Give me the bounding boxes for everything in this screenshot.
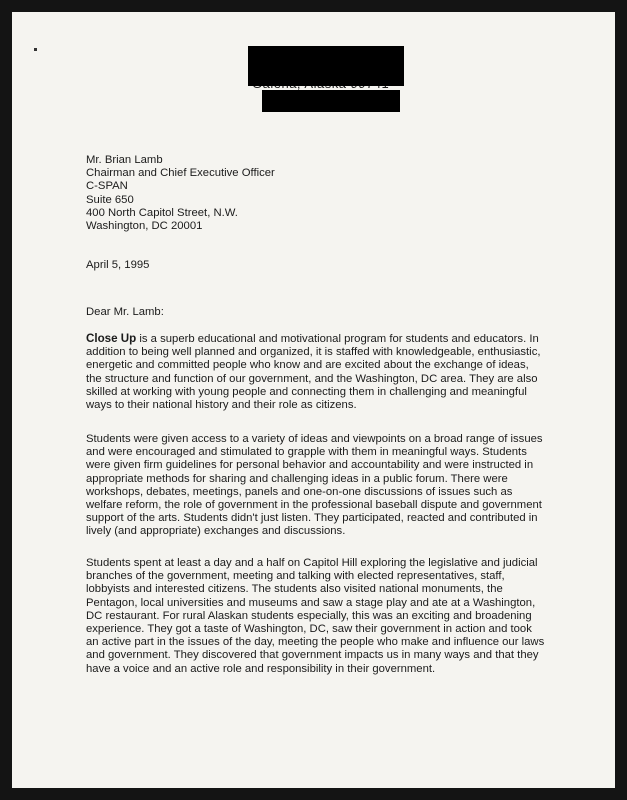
redaction-block-bottom	[262, 90, 400, 112]
paragraph-2: Students were given access to a variety of ideas and viewpoints on a broad range of issues and were encouraged and stimulated to grapple with them in meaningful ways. Students were given firm guidelines for personal behavior and accountability and were instructed in appropriate methods for sharing and challenging ideas in a public forum. There were workshops, debates, meetings, panels and one-on-one discussions of issues such as welfare reform, the role of government in the professional baseball dispute and government support of the arts. Students didn't just listen. They participated, reacted and contributed in lively (and appropriate) exchanges and discussions.	[86, 433, 543, 538]
letter-date: April 5, 1995	[86, 259, 150, 271]
program-name: Close Up	[86, 332, 137, 345]
letter-page	[12, 12, 615, 788]
recipient-address	[86, 154, 275, 233]
speck-mark	[34, 48, 37, 51]
paragraph-1-text: is a superb educational and motivational program for students and educators. In addition to being well planned and organized, it is staffed with knowledgeable, enthusiastic, energetic and committed people who know and are excited about the exchange of ideas, the structure and function of our government, and the Washington, DC area. They are also skilled at working with young people and connecting them in challenging and meaningful ways to their national history and their role as citizens.	[86, 333, 541, 412]
recipient-line: Washington, DC 20001	[86, 220, 203, 233]
recipient-line: Mr. Brian Lamb	[86, 154, 163, 166]
recipient-line: Chairman and Chief Executive Officer	[86, 167, 275, 180]
recipient-line: 400 North Capitol Street, N.W.	[86, 206, 238, 219]
recipient-line: C-SPAN	[86, 180, 128, 193]
paragraph-3: Students spent at least a day and a half on Capitol Hill exploring the legislative and judicial branches of the government, meeting and talking with elected representatives, staff, lobbyists and interested citizens. The students also visited national monuments, the Pentagon, local universities and museums and saw a stage play and ate at a Washington, DC restaurant. For rural Alaskan students especially, this was an exciting and broadening experience. They got a taste of Washington, DC, saw their government in action and took an active part in the issues of the day, meeting the people who make and influence our laws and government. They discovered that government impacts us in many ways and that they have a voice and an active role and responsibility in their government.	[86, 557, 545, 675]
recipient-line: Suite 650	[86, 193, 134, 206]
paragraph-1	[86, 332, 546, 412]
salutation: Dear Mr. Lamb:	[86, 306, 164, 318]
redaction-block-top	[248, 46, 404, 86]
